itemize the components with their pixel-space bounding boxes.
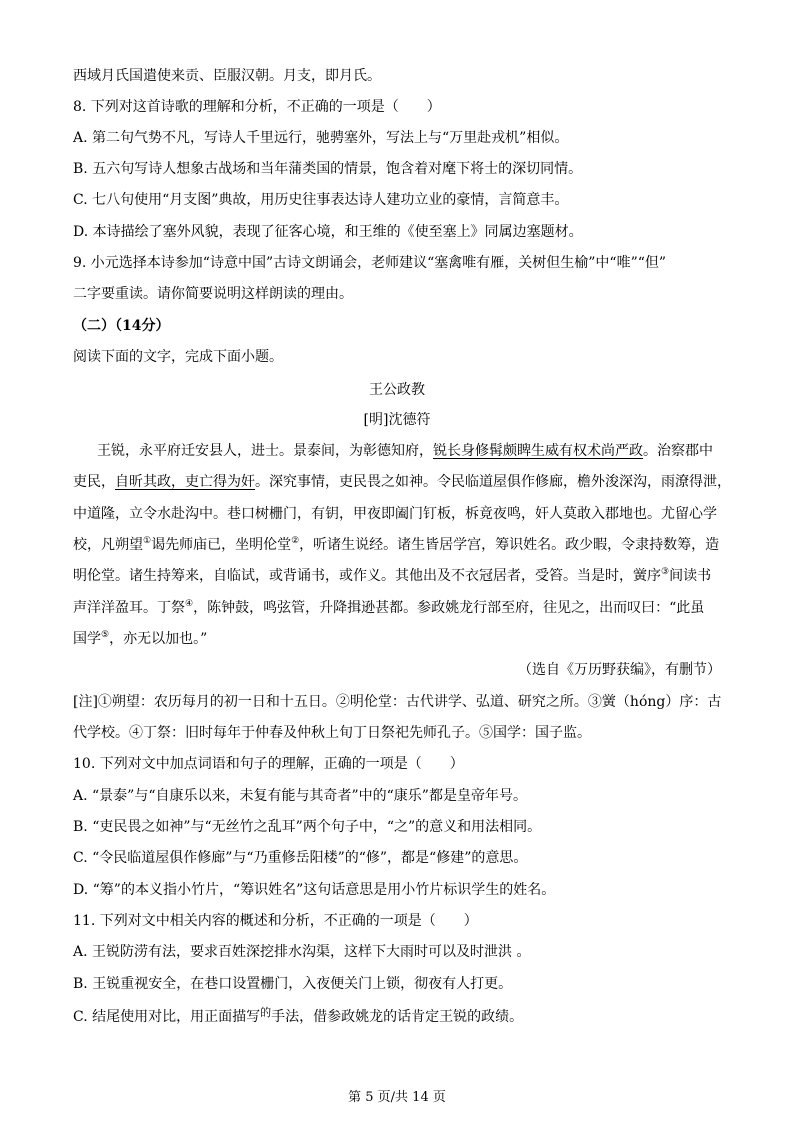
option-8d: D. 本诗描绘了塞外风貌，表现了征客心境，和王维的《使至塞上》同属边塞题材。 bbox=[73, 224, 583, 240]
passage-line bbox=[73, 629, 721, 649]
passage-line: 中道隆，立令水赴沟中。巷口树栅门，有钥，甲夜即阖门钉板，柝竟夜鸣，奸人莫敢入郡地也。尤留心学 bbox=[73, 506, 717, 522]
option-11b: B. 王锐重视安全，在巷口设置栅门，入夜便关门上锁，彻夜有人打更。 bbox=[73, 976, 513, 992]
option-text: C. 结尾使用对比，用正面描写 bbox=[73, 1009, 261, 1025]
note-marker: ② bbox=[291, 536, 300, 546]
inline-char: 的 bbox=[260, 1006, 272, 1019]
question-9-cont: 二字要重读。请你简要说明这样朗读的理由。 bbox=[73, 286, 353, 302]
source-citation: （选自《万历野获编》，有删节） bbox=[518, 662, 721, 678]
passage-text: 间读书 bbox=[669, 568, 712, 584]
question-8: 8. 下列对这首诗歌的理解和分析，不正确的一项是（ ） bbox=[73, 99, 441, 115]
passage-line bbox=[73, 566, 721, 586]
option-10c: C. “令民临道屋俱作修廊”与“乃重修岳阳楼”的“修”，都是“修建”的意思。 bbox=[73, 850, 528, 866]
annotation-line: [注]①朔望：农历每月的初一日和十五日。②明伦堂：古代讲学、弘道、研究之所。③黉（hóng）序：古 bbox=[73, 694, 722, 710]
option-10a: A. “景泰”与“自康乐以来，未复有能与其奇者”中的“康乐”都是皇帝年号。 bbox=[73, 788, 527, 804]
option-8c: C. 七八句使用“月支图”典故，用历史往事表达诗人建功立业的豪情，言简意丰。 bbox=[73, 192, 569, 208]
passage-text: 吏民， bbox=[73, 474, 115, 490]
page-number: 第 5 页/共 14 页 bbox=[348, 1090, 446, 1105]
note-marker: ③ bbox=[661, 567, 670, 577]
annotation-line: 代学校。④丁祭：旧时每年于仲春及仲秋上旬丁日祭祀先师孔子。⑤国学：国子监。 bbox=[73, 725, 591, 741]
text-line: 西域月氏国遣使来贡、臣服汉朝。月支，即月氏。 bbox=[73, 68, 381, 84]
passage-text: 国学 bbox=[73, 631, 101, 647]
passage-line bbox=[73, 535, 721, 555]
passage-line bbox=[73, 598, 721, 618]
passage-author: [明]沈德符 bbox=[363, 412, 431, 428]
question-9: 9. 小元选择本诗参加“诗意中国”古诗文朗诵会，老师建议“塞禽唯有雁，关树但生榆”中“唯”“但” bbox=[73, 255, 667, 271]
question-11: 11. 下列对文中相关内容的概述和分析，不正确的一项是（ ） bbox=[73, 913, 478, 929]
option-10d: D. “筹”的本义指小竹片，“筹识姓名”这句话意思是用小竹片标识学生的姓名。 bbox=[73, 882, 556, 898]
option-text: 手法，借参政姚龙的话肯定王锐的政绩。 bbox=[271, 1009, 524, 1025]
section-heading: （二）（14分） bbox=[73, 318, 170, 334]
option-8b: B. 五六句写诗人想象古战场和当年蒲类国的情景，饱含着对麾下将士的深切同情。 bbox=[73, 161, 583, 177]
passage-text: ，亦无以加也。” bbox=[109, 631, 208, 647]
option-8a: A. 第二句气势不凡，写诗人千里远行，驰骋塞外，写法上与“万里赴戎机”相似。 bbox=[73, 130, 569, 146]
passage-title: 王公政教 bbox=[369, 382, 425, 398]
option-11a: A. 王锐防涝有法，要求百姓深挖排水沟渠，这样下大雨时可以及时泄洪 。 bbox=[73, 944, 531, 960]
underlined-sentence: 自昕其政，吏亡得为奸 bbox=[115, 474, 255, 490]
note-marker: ① bbox=[143, 536, 152, 546]
passage-line bbox=[97, 441, 721, 461]
option-11c bbox=[73, 1007, 721, 1027]
instruction: 阅读下面的文字，完成下面小题。 bbox=[73, 349, 283, 365]
passage-text: 校，凡朔望 bbox=[73, 537, 143, 553]
underlined-sentence: 锐长身修髯颇睥生威有权术尚严政 bbox=[433, 443, 643, 459]
passage-text: 声洋洋盈耳。丁祭 bbox=[73, 600, 185, 616]
passage-text: 明伦堂。诸生持筹来，自临试，或背诵书，或作义。其他出及不衣冠居者，受笞。当是时，黉序 bbox=[73, 568, 661, 584]
option-10b: B. “吏民畏之如神”与“无丝竹之乱耳”两个句子中，“之”的意义和用法相同。 bbox=[73, 819, 542, 835]
passage-text: 王锐，永平府迁安县人，进士。景泰间，为彰德知府， bbox=[97, 443, 433, 459]
passage-line bbox=[73, 472, 731, 492]
question-10: 10. 下列对文中加点词语和句子的理解，正确的一项是（ ） bbox=[73, 756, 464, 772]
passage-text: 谒先师庙已，坐明伦堂 bbox=[151, 537, 292, 553]
note-marker: ④ bbox=[185, 599, 194, 609]
passage-text: 。深究事情，吏民畏之如神。令民临道屋俱作修廊，檐外浚深沟，雨潦得泄， bbox=[255, 474, 731, 490]
passage-text: ，陈钟鼓，鸣弦管，升降揖逊甚都。参政姚龙行部至府，往见之，出而叹曰：“此虽 bbox=[193, 600, 705, 616]
note-marker: ⑤ bbox=[101, 630, 110, 640]
passage-text: ，听诸生说经。诸生皆居学宫，筹识姓名。政少暇，令隶持数筹，造 bbox=[299, 537, 720, 553]
passage-text: 。治察郡中 bbox=[643, 443, 713, 459]
